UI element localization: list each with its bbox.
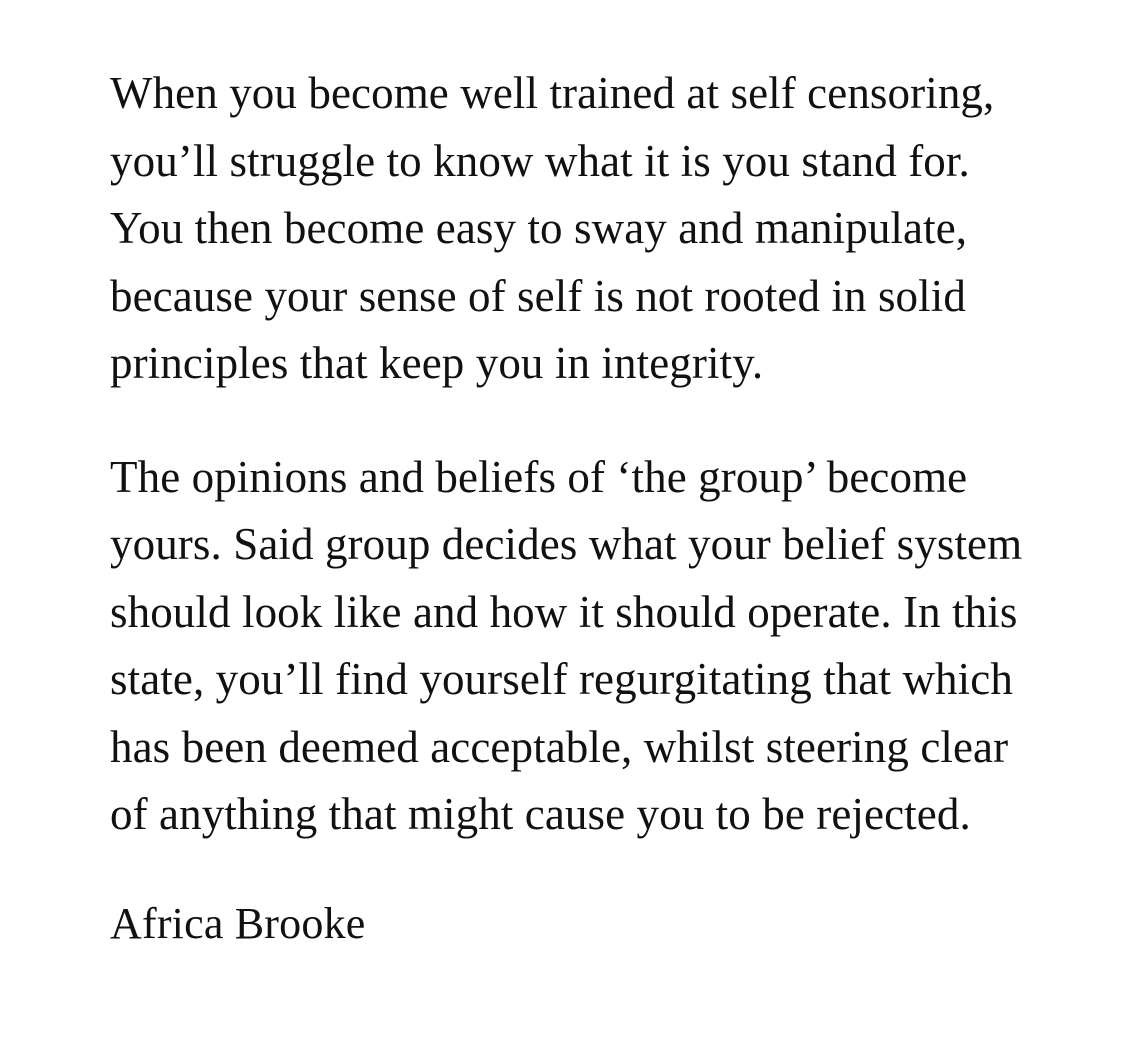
quote-paragraph-2: The opinions and beliefs of ‘the group’ become yours. Said group decides what your belief system should look like and how it should operate. In this state, you’ll find yourself regurgitating that which has been deemed acceptable, whilst steering clear of anything that might cause you to be rejected.	[110, 451, 1023, 839]
quote-attribution: Africa Brooke	[110, 898, 366, 948]
quote-paragraph-1: When you become well trained at self censoring, you’ll struggle to know what it is you stand for. You then become easy to sway and manipulate, because your sense of self is not rooted in solid principles that keep you in integrity.	[110, 68, 995, 388]
quote-text-block	[110, 60, 1047, 849]
